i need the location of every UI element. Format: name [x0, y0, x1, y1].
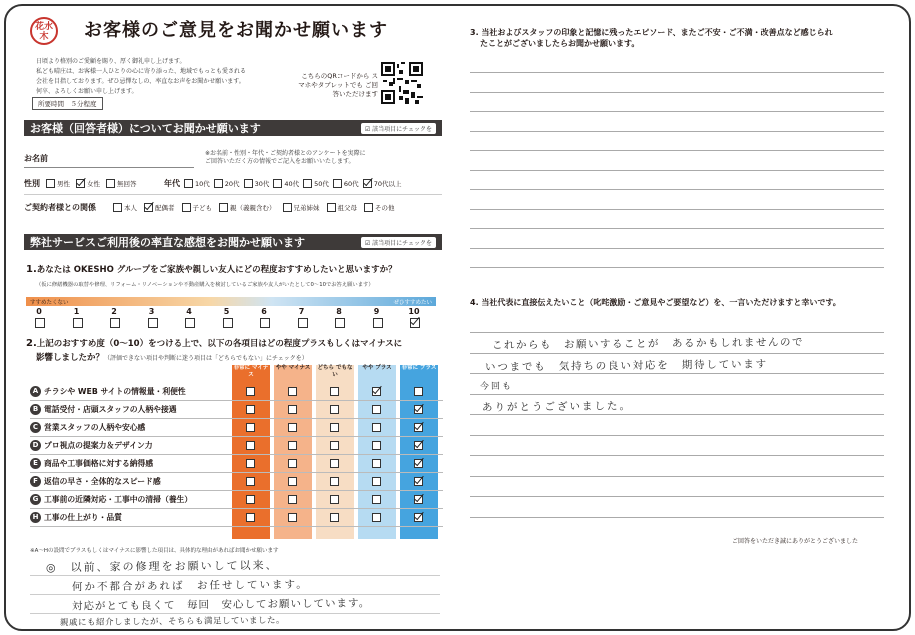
ruled-line — [470, 394, 884, 395]
matrix-checkbox[interactable] — [288, 405, 297, 414]
thanks-note: ご回答をいただき誠にありがとうございました — [732, 538, 859, 545]
scale-number: 0 — [36, 307, 42, 316]
age-option[interactable] — [273, 179, 299, 188]
scale-gradient — [26, 297, 436, 306]
matrix-row — [30, 401, 443, 419]
matrix-checkbox[interactable] — [288, 495, 297, 504]
scale-high-label: ぜひすすめたい — [393, 300, 432, 306]
ruled-line — [470, 267, 884, 268]
ruled-line — [470, 476, 884, 477]
handwritten-line: いつまでも 気持ちの良い対応を 期待しています — [484, 358, 768, 374]
age-label: 年代 — [164, 179, 180, 188]
section-customer-info-header — [24, 120, 442, 136]
checkbox-checked[interactable] — [144, 203, 153, 212]
matrix-checkbox[interactable] — [288, 441, 297, 450]
q2-note: ※A〜Hの設問でプラスもしくはマイナスに影響した項目は、具体的な理由があればお聞かせ願います — [30, 548, 279, 554]
checkbox[interactable] — [184, 179, 193, 188]
scale-checkbox[interactable] — [260, 318, 270, 328]
checkbox[interactable] — [364, 203, 373, 212]
ruled-line — [470, 435, 884, 436]
section-feedback-header — [24, 234, 442, 250]
intro-text — [36, 57, 296, 97]
matrix-checkbox[interactable] — [246, 423, 255, 432]
matrix-checkbox[interactable] — [246, 513, 255, 522]
matrix-checkbox[interactable] — [330, 441, 339, 450]
scale-number: 3 — [148, 307, 155, 316]
qr-caption: こちらのQRコードから スマホやタブレットでも ご回答いただけます — [298, 72, 378, 98]
scale-number: 4 — [186, 307, 192, 316]
option-label: 70代以上 — [373, 180, 402, 188]
row-label: 電話受付・店頭スタッフの人柄や接遇 — [44, 405, 177, 414]
checkbox[interactable] — [244, 179, 253, 188]
relation-option-spouse[interactable] — [144, 203, 175, 212]
matrix-checkbox[interactable] — [372, 459, 381, 468]
answer-line — [30, 594, 440, 595]
option-label: 60代 — [343, 180, 359, 188]
row-badge: E — [30, 458, 41, 469]
q2-subtext: （評価できない項目や判断に迷う項目は「どちらでもない」にチェックを） — [104, 355, 308, 362]
q3-text-line2: たことがございましたらお聞かせ願います。 — [480, 39, 640, 48]
scale-checkbox[interactable] — [110, 318, 120, 328]
row-label: プロ視点の提案力＆デザイン力 — [44, 441, 153, 450]
scale-checkbox[interactable] — [185, 318, 195, 328]
q3-heading — [470, 27, 833, 49]
ruled-line — [470, 170, 884, 171]
age-option-70plus[interactable] — [363, 179, 402, 188]
matrix-checkbox-checked[interactable] — [414, 441, 423, 450]
gender-label: 性別 — [24, 179, 40, 188]
gender-option-male[interactable] — [46, 179, 70, 188]
column-header: やや プラス — [362, 365, 392, 371]
q4-heading — [470, 297, 841, 308]
relation-label: ご契約者様との関係 — [24, 203, 96, 212]
option-label: 配偶者 — [155, 204, 175, 212]
scale-number: 8 — [336, 307, 342, 316]
checkbox[interactable] — [106, 179, 115, 188]
name-label: お名前 — [24, 154, 48, 163]
scale-number: 6 — [261, 307, 267, 316]
row-label: 営業スタッフの人柄や安心感 — [44, 423, 146, 432]
age-option[interactable] — [244, 179, 270, 188]
option-label: 30代 — [254, 180, 270, 188]
column-header: どちら でもない — [317, 365, 353, 378]
checkbox-checked[interactable] — [76, 179, 85, 188]
recommend-scale — [26, 297, 436, 333]
gender-row — [24, 178, 137, 189]
scale-number: 2 — [111, 307, 117, 316]
check-hint-text: 該当項目にチェックを — [372, 239, 432, 247]
checkbox[interactable] — [303, 179, 312, 188]
matrix-checkbox[interactable] — [246, 459, 255, 468]
matrix-checkbox[interactable] — [330, 423, 339, 432]
ruled-line — [470, 248, 884, 249]
relation-option[interactable] — [283, 203, 320, 212]
handwritten-line: 対応がとても良くて 毎回 安心してお願いしています。 — [71, 597, 371, 613]
gender-option-none[interactable] — [106, 179, 137, 188]
privacy-note — [205, 150, 366, 166]
handwritten-line: これからも お願いすることが あるかもしれませんので — [491, 336, 805, 352]
ruled-line — [470, 455, 884, 456]
row-label: チラシや WEB サイトの情報量・利便性 — [44, 387, 186, 396]
relation-option[interactable] — [219, 203, 276, 212]
checkbox[interactable] — [219, 203, 228, 212]
ruled-line — [470, 150, 884, 151]
scale-number: 5 — [223, 307, 230, 316]
option-label: 子ども — [192, 204, 212, 212]
ruled-line — [470, 517, 884, 518]
name-input-line[interactable] — [24, 167, 194, 168]
matrix-checkbox[interactable] — [330, 477, 339, 486]
relation-option[interactable] — [327, 203, 358, 212]
stamp-logo: 花水木 — [30, 17, 58, 45]
matrix-checkbox[interactable] — [288, 459, 297, 468]
handwritten-line: ありがとうございました。 — [481, 400, 633, 414]
matrix-checkbox[interactable] — [372, 477, 381, 486]
check-hint: ☑ 該当項目にチェックを — [361, 123, 436, 134]
row-badge: H — [30, 512, 41, 523]
scale-checkbox[interactable] — [335, 318, 345, 328]
option-label: 祖父母 — [337, 204, 357, 212]
ruled-line — [470, 72, 884, 73]
relation-option[interactable] — [364, 203, 395, 212]
option-label: 男性 — [57, 180, 70, 188]
q4-text: 当社代表に直接伝えたいこと（叱咤激励・ご意見やご要望など）を、一言いただけますと幸いです。 — [481, 298, 841, 307]
scale-number: 9 — [373, 307, 380, 316]
checkbox[interactable] — [333, 179, 342, 188]
option-label: 50代 — [314, 180, 329, 188]
q1-text: あなたは OKESHO グループをご家族や親しい友人にどの程度おすすめしたいと思いますか？ — [36, 265, 397, 275]
matrix-checkbox[interactable] — [288, 423, 297, 432]
option-label: 兄弟姉妹 — [293, 204, 320, 212]
ruled-line — [470, 496, 884, 497]
q2-number: 2. — [26, 338, 37, 349]
matrix-checkbox-checked[interactable] — [414, 477, 423, 486]
age-option[interactable] — [303, 179, 329, 188]
scale-checkbox[interactable] — [373, 318, 383, 328]
ruled-line — [470, 228, 884, 229]
ruled-line — [470, 209, 884, 210]
checkbox[interactable] — [273, 179, 282, 188]
matrix-checkbox[interactable] — [246, 495, 255, 504]
section-title: お客様（回答者様）についてお聞かせ願います — [30, 122, 261, 135]
scale-low-label: すすめたくない — [30, 300, 69, 306]
matrix-row — [30, 437, 443, 455]
q2-text-line2: 影響しましたか？ — [36, 353, 105, 363]
matrix-checkbox[interactable] — [330, 513, 339, 522]
checkbox[interactable] — [283, 203, 292, 212]
matrix-row — [30, 473, 443, 491]
matrix-checkbox[interactable] — [330, 405, 339, 414]
checkbox[interactable] — [113, 203, 122, 212]
rating-matrix — [30, 383, 443, 527]
matrix-row — [30, 455, 443, 473]
scale-checkbox[interactable] — [223, 318, 233, 328]
checkbox[interactable] — [182, 203, 191, 212]
handwritten-line: ◎ 以前、家の修理をお願いして以来、 — [45, 558, 279, 575]
row-badge: C — [30, 422, 41, 433]
scale-number: 10 — [408, 307, 420, 316]
matrix-row — [30, 509, 443, 527]
matrix-checkbox[interactable] — [372, 423, 381, 432]
scale-checkbox[interactable] — [298, 318, 308, 328]
check-hint-text: 該当項目にチェックを — [372, 125, 432, 133]
intro-line: 私ども晴庄は、お客様一人ひとりの心に寄り添った、地域でもっとも愛される — [36, 68, 247, 75]
relation-row — [24, 202, 395, 213]
matrix-checkbox-checked[interactable] — [414, 513, 423, 522]
q3-number: 3. — [470, 28, 479, 37]
answer-line — [30, 575, 440, 576]
row-badge: F — [30, 476, 41, 487]
matrix-checkbox-checked[interactable] — [414, 423, 423, 432]
relation-option[interactable] — [113, 203, 137, 212]
qr-code-icon[interactable] — [381, 62, 423, 104]
time-required-badge: 所要時間 ５分程度 — [32, 97, 103, 110]
matrix-checkbox-checked[interactable] — [414, 405, 423, 414]
matrix-checkbox[interactable] — [372, 405, 381, 414]
check-hint: ☑ 該当項目にチェックを — [361, 237, 436, 248]
age-row — [164, 178, 401, 189]
row-label: 商品や工事価格に対する納得感 — [44, 459, 154, 468]
gender-option-female[interactable] — [76, 179, 100, 188]
matrix-checkbox[interactable] — [288, 477, 297, 486]
option-label: 10代 — [195, 180, 210, 188]
section-title: 弊社サービスご利用後の率直な感想をお聞かせ願います — [30, 236, 305, 249]
matrix-checkbox[interactable] — [330, 387, 339, 396]
ruled-line — [470, 92, 884, 93]
matrix-checkbox-checked[interactable] — [372, 387, 381, 396]
scale-checkbox[interactable] — [73, 318, 83, 328]
option-label: 無回答 — [117, 180, 137, 188]
matrix-checkbox[interactable] — [372, 495, 381, 504]
column-header: 非常に マイナス — [233, 365, 269, 378]
matrix-checkbox[interactable] — [330, 495, 339, 504]
matrix-checkbox[interactable] — [372, 513, 381, 522]
option-label: 女性 — [87, 180, 100, 188]
row-badge: A — [30, 386, 41, 397]
q2-text: 上記のおすすめ度（0〜10）をつける上で、以下の各項目はどの程度プラスもしくはマイナスに — [36, 339, 403, 349]
matrix-checkbox[interactable] — [288, 387, 297, 396]
row-label: 工事前の近隣対応・工事中の清掃（養生） — [44, 495, 193, 504]
matrix-checkbox[interactable] — [414, 387, 423, 396]
age-option[interactable] — [184, 179, 210, 188]
ruled-line — [470, 332, 884, 333]
handwritten-line: 何か不都合があれば お任せしています。 — [71, 578, 309, 594]
matrix-checkbox[interactable] — [330, 459, 339, 468]
matrix-row — [30, 491, 443, 509]
q4-number: 4. — [470, 298, 479, 307]
matrix-checkbox[interactable] — [246, 441, 255, 450]
intro-line: 何卒、よろしくお願い申し上げます。 — [36, 88, 138, 95]
column-header: やや マイナス — [275, 365, 311, 371]
checkbox[interactable] — [214, 179, 223, 188]
row-badge: D — [30, 440, 41, 451]
ruled-line — [470, 111, 884, 112]
checkbox-checked[interactable] — [363, 179, 372, 188]
q1-subtext: （仮に修繕機器の取替や修理、リフォーム・リノベーションや不動産購入を検討しているご家族や友人がいたとして0〜10でお答え願います） — [36, 282, 374, 288]
q3-text: 当社およびスタッフの印象と記憶に残ったエピソード、またご不安・ご不満・改善点など感じられ — [481, 28, 833, 37]
handwritten-line: 今回も — [479, 381, 514, 393]
ruled-line — [470, 189, 884, 190]
option-label: その他 — [375, 204, 395, 212]
matrix-checkbox[interactable] — [372, 441, 381, 450]
matrix-checkbox[interactable] — [246, 405, 255, 414]
checkbox[interactable] — [327, 203, 336, 212]
matrix-checkbox[interactable] — [246, 387, 255, 396]
column-header: 非常に プラス — [401, 365, 437, 371]
ruled-line — [470, 131, 884, 132]
age-option[interactable] — [333, 179, 359, 188]
intro-line: 会社を目指しております。ぜひ忌憚なしの、率直なお声をお聞かせ願います。 — [36, 78, 245, 85]
row-label: 返信の早さ・全体的なスピード感 — [44, 477, 161, 486]
handwritten-line: 親戚にも紹介しましたが、そちらも満足していました。 — [59, 615, 286, 629]
matrix-checkbox-checked[interactable] — [414, 495, 423, 504]
q1-heading — [26, 263, 397, 275]
relation-option[interactable] — [182, 203, 213, 212]
scale-number: 1 — [73, 307, 80, 316]
row-badge: G — [30, 494, 41, 505]
option-label: 20代 — [224, 180, 240, 188]
option-label: 本人 — [124, 204, 137, 212]
matrix-checkbox[interactable] — [288, 513, 297, 522]
row-badge: B — [30, 404, 41, 415]
intro-line: 日頃より格別のご愛顧を賜り、厚く御礼申し上げます。 — [36, 58, 186, 65]
row-label: 工事の仕上がり・品質 — [44, 513, 122, 522]
option-label: 親（義親含む） — [230, 204, 276, 212]
scale-checkbox-checked[interactable] — [410, 318, 420, 328]
scale-checkbox[interactable] — [148, 318, 158, 328]
privacy-note-line: ※お名前・性別・年代・ご契約者様とのアンケートを実際に — [205, 150, 366, 157]
scale-checkbox[interactable] — [35, 318, 45, 328]
matrix-checkbox[interactable] — [246, 477, 255, 486]
divider — [24, 194, 442, 195]
matrix-checkbox-checked[interactable] — [414, 459, 423, 468]
matrix-row — [30, 419, 443, 437]
ruled-line — [470, 353, 884, 354]
checkbox[interactable] — [46, 179, 55, 188]
q2-heading — [26, 337, 402, 365]
q1-number: 1. — [26, 264, 37, 275]
scale-number: 7 — [298, 307, 305, 316]
age-option[interactable] — [214, 179, 240, 188]
page-title: お客様のご意見をお聞かせ願います — [84, 20, 388, 41]
privacy-note-line: ご回答いただく方の情報でご記入をお願いいたします。 — [205, 158, 355, 165]
option-label: 40代 — [284, 180, 300, 188]
